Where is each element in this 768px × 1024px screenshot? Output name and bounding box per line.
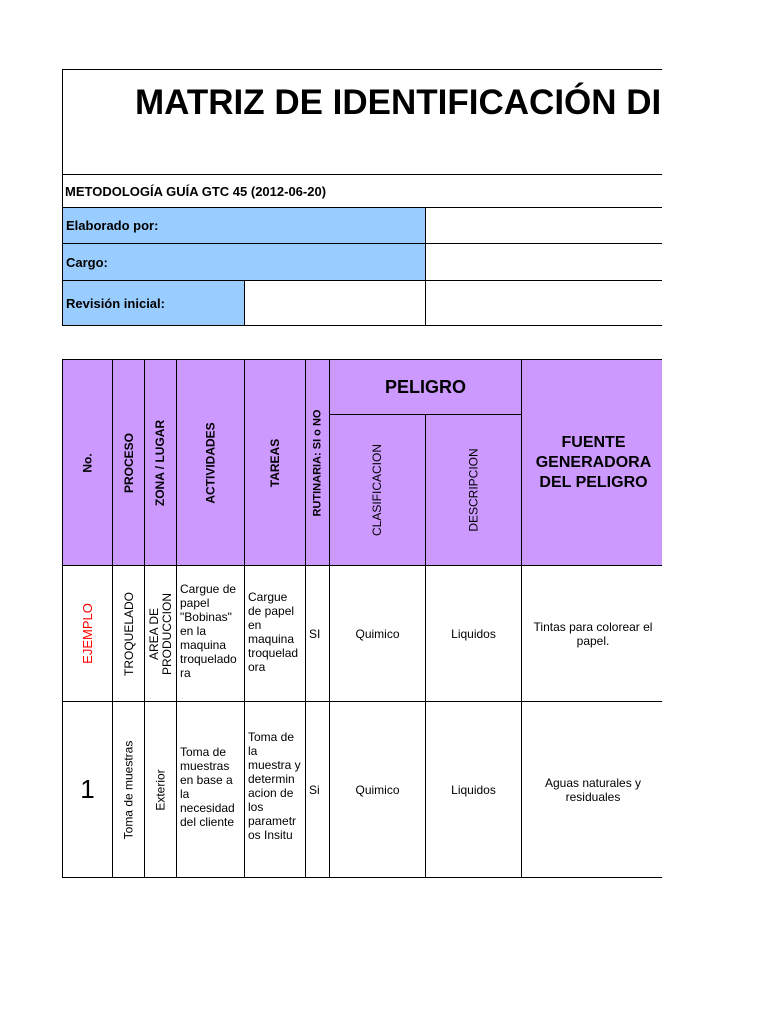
table-row-0-clasificacion: Quimico: [329, 565, 426, 702]
table-row-1-proceso: Toma de muestras: [112, 701, 145, 878]
col-header-rutinaria: RUTINARIA: SI o NO: [305, 359, 330, 566]
table-row-1-actividades: Toma de muestras en base a la necesidad del cliente: [176, 701, 245, 878]
table-row-0-descripcion: Liquidos: [425, 565, 522, 702]
table-row-0-fuente: Tintas para colorear el papel.: [521, 565, 765, 702]
table-row-1-rutinaria: Si: [305, 701, 330, 878]
col-header-peligro: PELIGRO: [329, 359, 522, 415]
page-title: MATRIZ DE IDENTIFICACIÓN DI: [135, 83, 662, 122]
table-row-1-tareas: Toma de la muestra y determin acion de los parametr os Insitu: [244, 701, 306, 878]
table-row-1-fuente: Aguas naturales y residuales: [521, 701, 765, 878]
col-header-fuente: FUENTE GENERADORA DEL PELIGRO: [521, 359, 765, 566]
table-row-0-proceso: TROQUELADO: [112, 565, 145, 702]
table-row-1-no: 1: [62, 701, 113, 878]
methodology-label: METODOLOGÍA GUÍA GTC 45 (2012-06-20): [65, 183, 327, 199]
table-row-0-tareas: Cargue de papel en maquina troquelad ora: [244, 565, 306, 702]
elaborado-label: Elaborado por:: [62, 207, 426, 244]
col-header-descripcion: DESCRIPCION: [425, 414, 522, 566]
crop-mask: [662, 0, 768, 1024]
revision-value-cell[interactable]: [244, 280, 426, 326]
table-row-0-zona: AREA DE PRODUCCION: [144, 565, 177, 702]
table-row-0-rutinaria: SI: [305, 565, 330, 702]
table-row-1-clasificacion: Quimico: [329, 701, 426, 878]
cargo-label: Cargo:: [62, 243, 426, 281]
table-row-1-descripcion: Liquidos: [425, 701, 522, 878]
table-row-0-no: EJEMPLO: [62, 565, 113, 702]
col-header-zona: ZONA / LUGAR: [144, 359, 177, 566]
col-header-clasificacion: CLASIFICACION: [329, 414, 426, 566]
col-header-tareas: TAREAS: [244, 359, 306, 566]
col-header-proceso: PROCESO: [112, 359, 145, 566]
col-header-no: No.: [62, 359, 113, 566]
revision-label: Revisión inicial:: [62, 280, 245, 326]
col-header-actividades: ACTIVIDADES: [176, 359, 245, 566]
table-row-0-actividades: Cargue de papel "Bobinas" en la maquina troquelado ra: [176, 565, 245, 702]
table-row-1-zona: Exterior: [144, 701, 177, 878]
